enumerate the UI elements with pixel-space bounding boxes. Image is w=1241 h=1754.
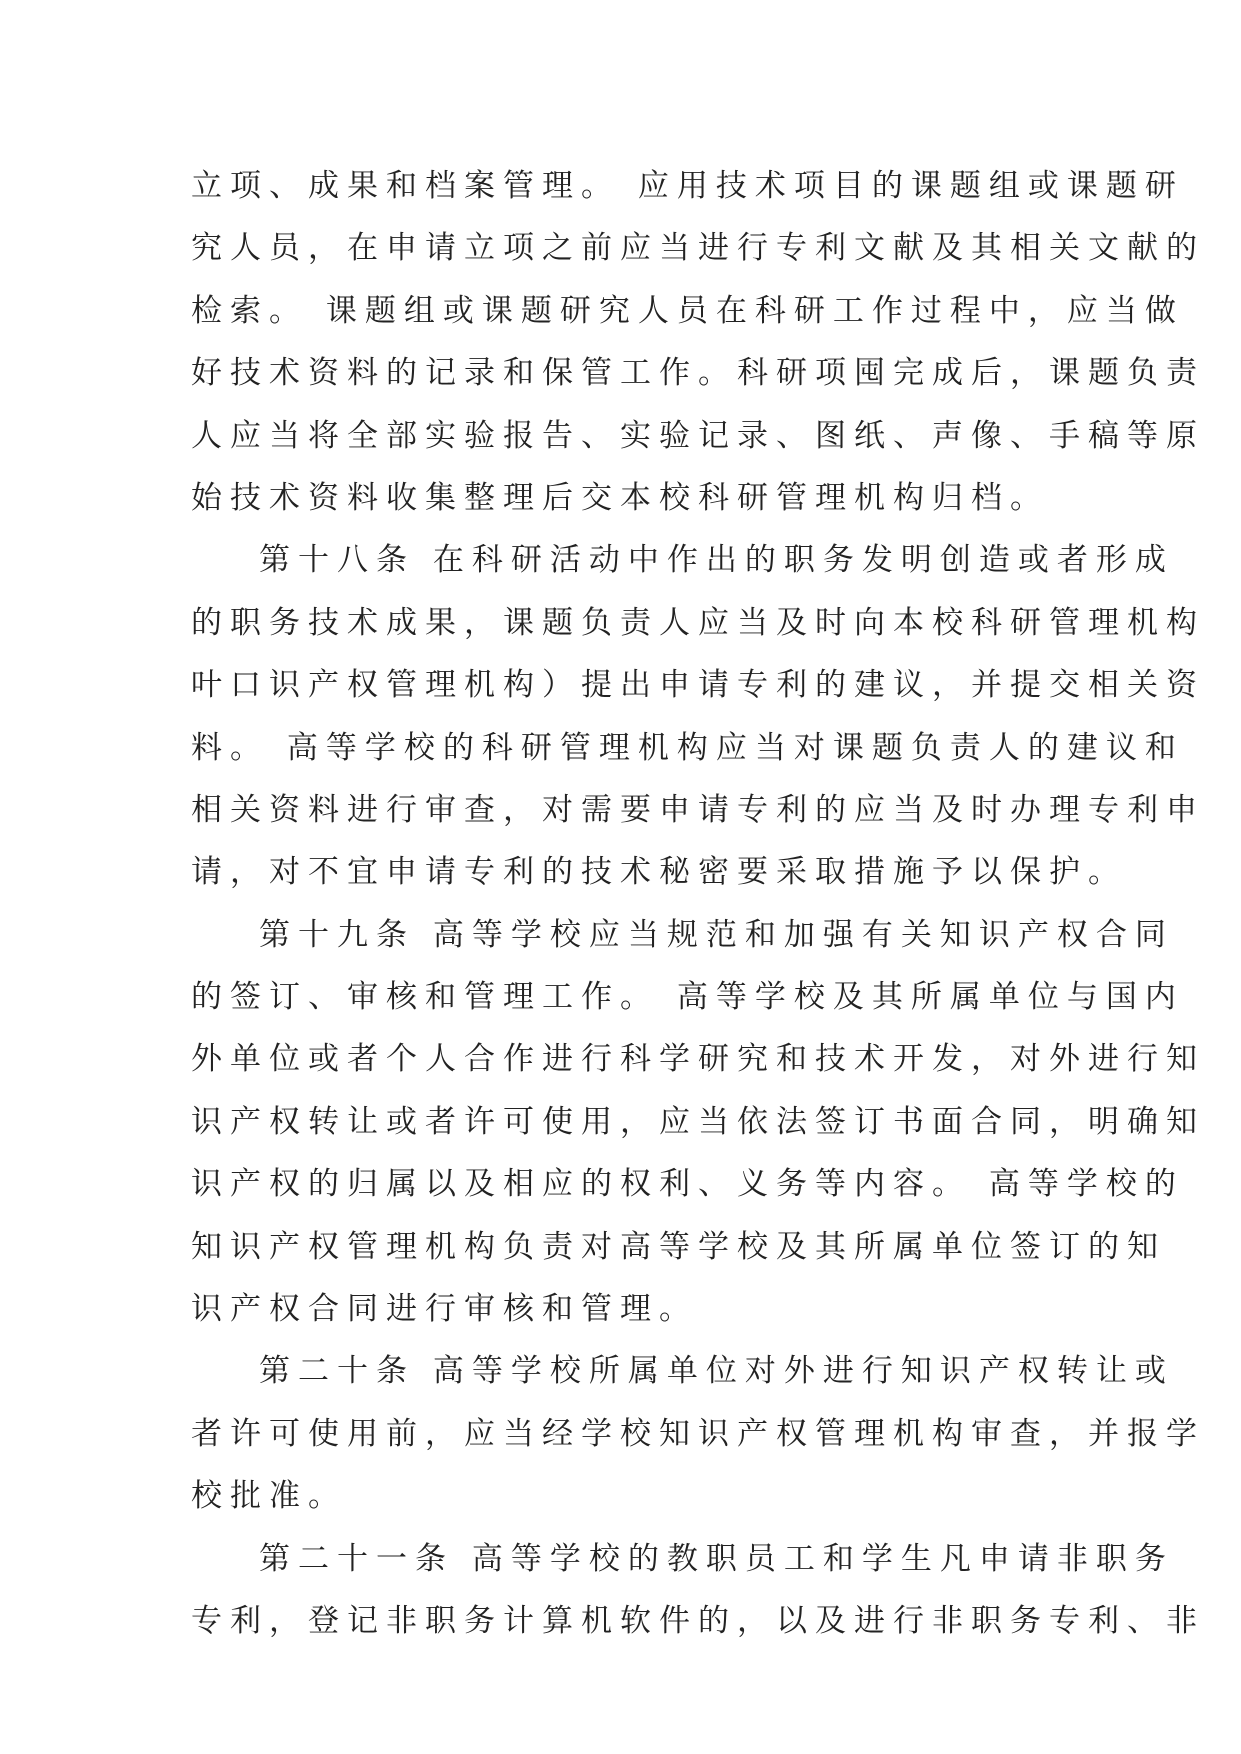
text-line: 第十九条 高等学校应当规范和加强有关知识产权合同 — [259, 916, 1174, 953]
text-line: 好技术资料的记录和保管工作。科研项囤完成后，课题负责 — [191, 355, 1205, 392]
text-line: 始技术资料收集整理后交本校科研管理机构归档。 — [191, 479, 1049, 516]
text-line: 专利，登记非职务计算机软件的，以及进行非职务专利、非 — [191, 1602, 1205, 1639]
text-line: 者许可使用前，应当经学校知识产权管理机构审查，并报学 — [191, 1415, 1205, 1452]
text-line: 识产权转让或者许可使用，应当依法签订书面合同，明确知 — [191, 1103, 1205, 1140]
article-18-paragraph — [191, 529, 1205, 903]
text-line: 的签订、审核和管理工作。 高等学校及其所属单位与国内 — [191, 979, 1184, 1016]
text-line: 检索。 课题组或课题研究人员在科研工作过程中，应当做 — [191, 292, 1184, 329]
text-line: 料。 高等学校的科研管理机构应当对课题负责人的建议和 — [191, 729, 1184, 766]
text-line: 究人员，在申请立项之前应当进行专利文献及其相关文献的 — [191, 230, 1205, 267]
text-line: 立项、成果和档案管理。 应用技术项目的课题组或课题研 — [191, 168, 1184, 204]
text-line: 识产权的归属以及相应的权利、义务等内容。 高等学校的 — [191, 1166, 1184, 1203]
text-line: 外单位或者个人合作进行科学研究和技术开发，对外进行知 — [191, 1041, 1205, 1078]
text-line: 人应当将全部实验报告、实验记录、图纸、声像、手稿等原 — [191, 417, 1205, 454]
article-19-paragraph — [191, 904, 1205, 1341]
article-20-paragraph — [191, 1340, 1205, 1527]
text-line: 知识产权管理机构负责对高等学校及其所属单位签订的知 — [191, 1228, 1166, 1265]
text-line: 第二十条 高等学校所属单位对外进行知识产权转让或 — [259, 1353, 1174, 1390]
text-line: 第二十一条 高等学校的教职员工和学生凡申请非职务 — [259, 1540, 1174, 1577]
paragraph-1 — [191, 155, 1205, 529]
article-21-paragraph — [191, 1528, 1205, 1653]
document-body — [191, 155, 1205, 1652]
text-line: 校批准。 — [191, 1478, 347, 1515]
text-line: 请，对不宜申请专利的技术秘密要采取措施予以保护。 — [191, 854, 1127, 891]
text-line: 识产权合同进行审核和管理。 — [191, 1291, 698, 1328]
text-line: 第十八条 在科研活动中作出的职务发明创造或者形成 — [259, 542, 1174, 579]
text-line: 相关资料进行审查，对需要申请专利的应当及时办理专利申 — [191, 791, 1205, 828]
text-line: 叶口识产权管理机构）提出申请专利的建议，并提交相关资 — [191, 667, 1205, 704]
text-line: 的职务技术成果，课题负责人应当及时向本校科研管理机构 — [191, 604, 1205, 641]
